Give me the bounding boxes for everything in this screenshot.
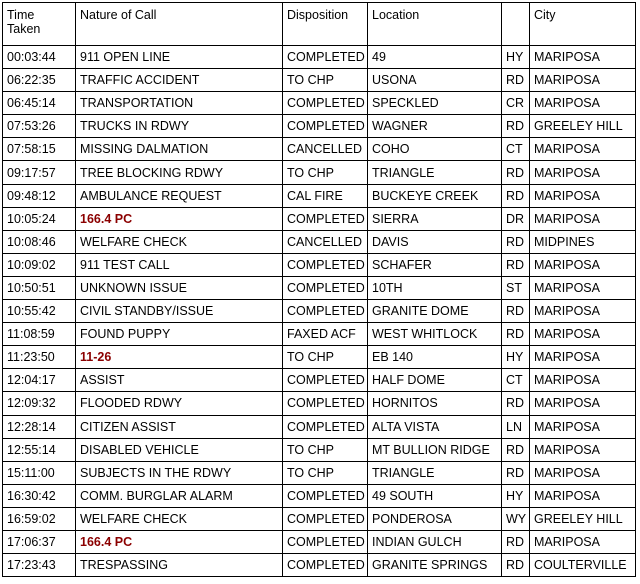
table-row (3, 92, 636, 115)
cell-location: SPECKLED (368, 92, 502, 115)
cell-suffix: ST (502, 276, 530, 299)
cell-disposition: FAXED ACF (283, 323, 368, 346)
cell-disposition: COMPLETED (283, 484, 368, 507)
table-row (3, 438, 636, 461)
cell-nature: COMM. BURGLAR ALARM (76, 484, 283, 507)
cell-nature: TRUCKS IN RDWY (76, 115, 283, 138)
cell-time: 07:58:15 (3, 138, 76, 161)
cell-nature: UNKNOWN ISSUE (76, 276, 283, 299)
cell-suffix: RD (502, 554, 530, 577)
cell-suffix: RD (502, 184, 530, 207)
cell-disposition: COMPLETED (283, 300, 368, 323)
table-row (3, 46, 636, 69)
cell-nature: CIVIL STANDBY/ISSUE (76, 300, 283, 323)
table-row (3, 323, 636, 346)
cell-time: 10:50:51 (3, 276, 76, 299)
cell-suffix: HY (502, 46, 530, 69)
cell-nature: TREE BLOCKING RDWY (76, 161, 283, 184)
cell-disposition: COMPLETED (283, 115, 368, 138)
cell-location: 49 (368, 46, 502, 69)
cell-city: MARIPOSA (530, 253, 636, 276)
cell-location: GRANITE DOME (368, 300, 502, 323)
table-row (3, 530, 636, 553)
cell-suffix: DR (502, 207, 530, 230)
header-time-line2: Taken (7, 22, 41, 36)
table-row (3, 276, 636, 299)
cell-disposition: COMPLETED (283, 415, 368, 438)
cell-nature: AMBULANCE REQUEST (76, 184, 283, 207)
cell-nature: TRAFFIC ACCIDENT (76, 69, 283, 92)
cell-city: MARIPOSA (530, 161, 636, 184)
cell-time: 09:17:57 (3, 161, 76, 184)
cell-nature: WELFARE CHECK (76, 507, 283, 530)
cell-suffix: CT (502, 138, 530, 161)
cell-suffix: RD (502, 323, 530, 346)
cell-time: 00:03:44 (3, 46, 76, 69)
cell-disposition: TO CHP (283, 461, 368, 484)
cell-suffix: LN (502, 415, 530, 438)
header-location: Location (368, 3, 502, 46)
cell-time: 09:48:12 (3, 184, 76, 207)
cell-nature: 166.4 PC (76, 207, 283, 230)
cell-location: HORNITOS (368, 392, 502, 415)
cell-location: BUCKEYE CREEK (368, 184, 502, 207)
cell-city: MARIPOSA (530, 69, 636, 92)
cell-disposition: TO CHP (283, 161, 368, 184)
cell-disposition: COMPLETED (283, 46, 368, 69)
cell-time: 12:09:32 (3, 392, 76, 415)
cell-disposition: TO CHP (283, 438, 368, 461)
cell-suffix: RD (502, 438, 530, 461)
cell-disposition: COMPLETED (283, 392, 368, 415)
cell-location: HALF DOME (368, 369, 502, 392)
cell-time: 17:06:37 (3, 530, 76, 553)
cell-nature: 911 OPEN LINE (76, 46, 283, 69)
cell-location: SIERRA (368, 207, 502, 230)
cell-time: 10:08:46 (3, 230, 76, 253)
table-row (3, 346, 636, 369)
table-body (3, 46, 636, 577)
cell-disposition: TO CHP (283, 69, 368, 92)
header-time-line1: Time (7, 8, 35, 22)
cell-suffix: RD (502, 161, 530, 184)
cell-disposition: COMPLETED (283, 507, 368, 530)
cell-location: SCHAFER (368, 253, 502, 276)
cell-city: MARIPOSA (530, 323, 636, 346)
cell-nature: SUBJECTS IN THE RDWY (76, 461, 283, 484)
cell-time: 11:08:59 (3, 323, 76, 346)
cell-nature: 911 TEST CALL (76, 253, 283, 276)
cell-city: MARIPOSA (530, 207, 636, 230)
cell-suffix: HY (502, 484, 530, 507)
table-row (3, 184, 636, 207)
cell-disposition: CANCELLED (283, 230, 368, 253)
cell-location: EB 140 (368, 346, 502, 369)
cell-city: MARIPOSA (530, 46, 636, 69)
cell-city: MARIPOSA (530, 415, 636, 438)
cell-disposition: COMPLETED (283, 554, 368, 577)
cell-disposition: COMPLETED (283, 369, 368, 392)
cell-time: 10:55:42 (3, 300, 76, 323)
cell-disposition: CAL FIRE (283, 184, 368, 207)
cell-time: 10:05:24 (3, 207, 76, 230)
header-row (3, 3, 636, 46)
cell-city: MARIPOSA (530, 300, 636, 323)
cell-suffix: CT (502, 369, 530, 392)
cell-location: 10TH (368, 276, 502, 299)
cell-suffix: WY (502, 507, 530, 530)
cell-city: MARIPOSA (530, 438, 636, 461)
cell-location: TRIANGLE (368, 161, 502, 184)
cell-nature: ASSIST (76, 369, 283, 392)
cell-location: ALTA VISTA (368, 415, 502, 438)
cell-disposition: COMPLETED (283, 207, 368, 230)
cell-nature: CITIZEN ASSIST (76, 415, 283, 438)
cell-location: WEST WHITLOCK (368, 323, 502, 346)
table-row (3, 161, 636, 184)
cell-time: 11:23:50 (3, 346, 76, 369)
table-row (3, 207, 636, 230)
cell-nature: 166.4 PC (76, 530, 283, 553)
table-row (3, 300, 636, 323)
table-row (3, 554, 636, 577)
cell-city: MARIPOSA (530, 484, 636, 507)
cell-time: 17:23:43 (3, 554, 76, 577)
cell-suffix: RD (502, 230, 530, 253)
table-row (3, 115, 636, 138)
cell-disposition: COMPLETED (283, 92, 368, 115)
cell-nature: TRANSPORTATION (76, 92, 283, 115)
cell-city: MIDPINES (530, 230, 636, 253)
table-row (3, 230, 636, 253)
cell-location: COHO (368, 138, 502, 161)
cell-nature: 11-26 (76, 346, 283, 369)
cell-city: MARIPOSA (530, 530, 636, 553)
header-city: City (530, 3, 636, 46)
cell-location: INDIAN GULCH (368, 530, 502, 553)
cell-disposition: COMPLETED (283, 253, 368, 276)
cell-location: PONDEROSA (368, 507, 502, 530)
cell-suffix: RD (502, 69, 530, 92)
cell-time: 12:04:17 (3, 369, 76, 392)
call-log-table (2, 2, 636, 577)
cell-location: USONA (368, 69, 502, 92)
cell-nature: TRESPASSING (76, 554, 283, 577)
cell-city: MARIPOSA (530, 92, 636, 115)
cell-city: MARIPOSA (530, 184, 636, 207)
table-row (3, 392, 636, 415)
cell-suffix: RD (502, 392, 530, 415)
cell-nature: FLOODED RDWY (76, 392, 283, 415)
cell-disposition: COMPLETED (283, 530, 368, 553)
cell-location: TRIANGLE (368, 461, 502, 484)
cell-nature: MISSING DALMATION (76, 138, 283, 161)
table-row (3, 461, 636, 484)
cell-nature: FOUND PUPPY (76, 323, 283, 346)
cell-location: WAGNER (368, 115, 502, 138)
cell-city: MARIPOSA (530, 138, 636, 161)
cell-suffix: HY (502, 346, 530, 369)
cell-nature: DISABLED VEHICLE (76, 438, 283, 461)
cell-time: 16:59:02 (3, 507, 76, 530)
header-time (3, 3, 76, 46)
cell-suffix: RD (502, 115, 530, 138)
table-row (3, 415, 636, 438)
cell-time: 12:55:14 (3, 438, 76, 461)
cell-suffix: RD (502, 461, 530, 484)
cell-city: GREELEY HILL (530, 507, 636, 530)
header-disposition: Disposition (283, 3, 368, 46)
cell-location: DAVIS (368, 230, 502, 253)
cell-disposition: TO CHP (283, 346, 368, 369)
cell-time: 12:28:14 (3, 415, 76, 438)
table-row (3, 69, 636, 92)
cell-location: 49 SOUTH (368, 484, 502, 507)
cell-city: GREELEY HILL (530, 115, 636, 138)
cell-disposition: COMPLETED (283, 276, 368, 299)
cell-suffix: CR (502, 92, 530, 115)
cell-time: 06:22:35 (3, 69, 76, 92)
header-nature: Nature of Call (76, 3, 283, 46)
table-row (3, 253, 636, 276)
cell-city: MARIPOSA (530, 461, 636, 484)
table-row (3, 484, 636, 507)
cell-city: MARIPOSA (530, 276, 636, 299)
cell-city: COULTERVILLE (530, 554, 636, 577)
cell-location: MT BULLION RIDGE (368, 438, 502, 461)
header-suffix (502, 3, 530, 46)
cell-time: 10:09:02 (3, 253, 76, 276)
cell-suffix: RD (502, 300, 530, 323)
table-row (3, 138, 636, 161)
cell-disposition: CANCELLED (283, 138, 368, 161)
table-row (3, 507, 636, 530)
table-row (3, 369, 636, 392)
cell-time: 15:11:00 (3, 461, 76, 484)
cell-time: 16:30:42 (3, 484, 76, 507)
cell-suffix: RD (502, 253, 530, 276)
cell-city: MARIPOSA (530, 392, 636, 415)
cell-city: MARIPOSA (530, 369, 636, 392)
cell-city: MARIPOSA (530, 346, 636, 369)
cell-location: GRANITE SPRINGS (368, 554, 502, 577)
cell-time: 06:45:14 (3, 92, 76, 115)
cell-suffix: RD (502, 530, 530, 553)
cell-nature: WELFARE CHECK (76, 230, 283, 253)
cell-time: 07:53:26 (3, 115, 76, 138)
